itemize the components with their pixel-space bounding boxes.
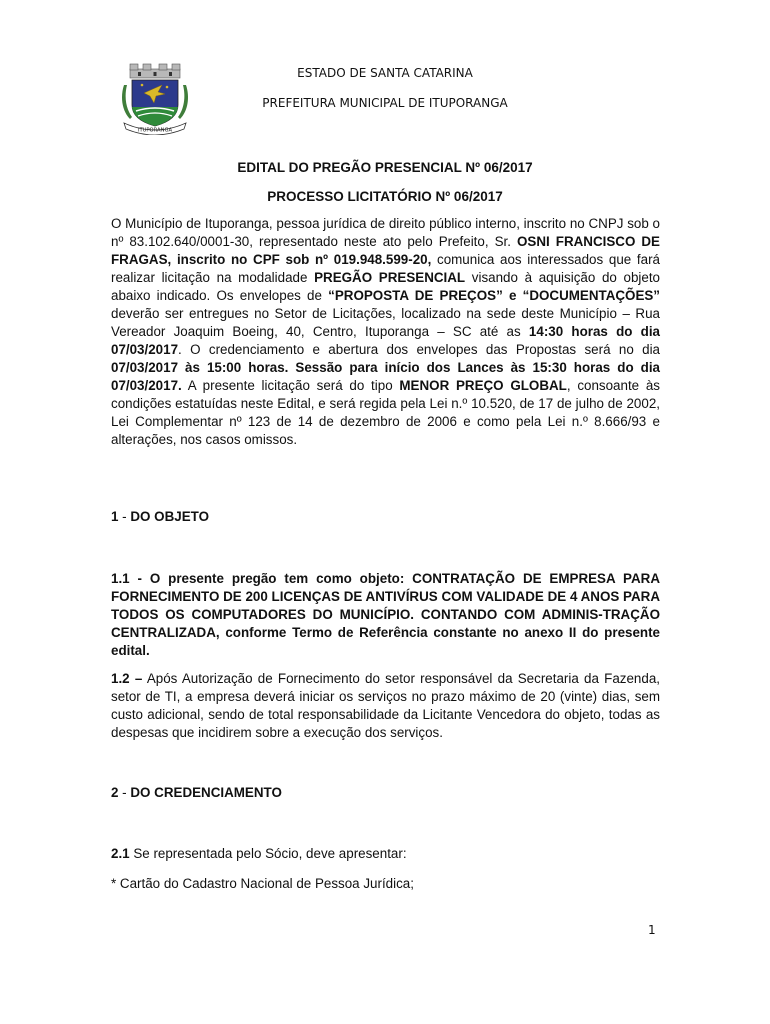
- section-number: 2: [111, 785, 119, 800]
- clause-label: 2.1: [111, 846, 130, 861]
- section-dash: -: [118, 509, 131, 524]
- processo-title: PROCESSO LICITATÓRIO Nº 06/2017: [267, 189, 503, 204]
- section-number: 1: [111, 509, 119, 524]
- intro-text: comunica aos interessados que fará realizar licitação na modalidade: [111, 252, 660, 285]
- intro-bold: MENOR PREÇO GLOBAL: [399, 378, 567, 393]
- page-number: 1: [648, 923, 656, 937]
- section-title: DO OBJETO: [130, 509, 209, 524]
- intro-text: , consoante às condições estatuídas neste Edital, e será regida pela Lei n.º 10.520, de 17 de julho de 2002, Lei Complementar nº 123 de 14 de dezembro de 2006 e como pela Lei n.º 8.666/93 e alterações, nos casos omissos.: [111, 378, 660, 447]
- clause-label: 1.2 –: [111, 671, 143, 686]
- intro-text: . O credenciamento e abertura dos envelopes das Propostas será no dia: [178, 342, 660, 357]
- bullet-item: * Cartão do Cadastro Nacional de Pessoa Jurídica;: [111, 876, 414, 891]
- edital-title: EDITAL DO PREGÃO PRESENCIAL Nº 06/2017: [237, 160, 533, 175]
- prefecture-heading: PREFEITURA MUNICIPAL DE ITUPORANGA: [262, 96, 508, 110]
- intro-bold: “PROPOSTA DE PREÇOS” e “DOCUMENTAÇÕES”: [328, 288, 661, 303]
- clause-2-1: [111, 845, 660, 863]
- crest-ribbon-text: ITUPORANGA: [137, 127, 173, 134]
- section-dash: -: [118, 785, 131, 800]
- section-2-heading: [111, 785, 282, 800]
- intro-bold: 07/03/2017 às 15:00 horas. Sessão para início dos Lances às 15:30 horas do dia 07/03/2017.: [111, 360, 660, 393]
- intro-bold: PREGÃO PRESENCIAL: [314, 270, 466, 285]
- clause-text: Após Autorização de Fornecimento do setor responsável da Secretaria da Fazenda, setor de TI, a empresa deverá iniciar os serviços no prazo máximo de 20 (vinte) dias, sem custo adicional, sendo de total responsabilidade da Licitante Vencedora do objeto, todas as despesas que incidirem sobre a execução dos serviços.: [111, 671, 660, 740]
- intro-text: visando à aquisição do objeto abaixo indicado. Os envelopes de: [111, 270, 661, 303]
- clause-1-2: [111, 670, 660, 742]
- clause-1-1: 1.1 - O presente pregão tem como objeto: CONTRATAÇÃO DE EMPRESA PARA FORNECIMENTO DE 200 LICENÇAS DE ANTIVÍRUS COM VALIDADE DE 4 ANOS PARA TODOS OS COMPUTADORES DO MUNICÍPIO. CONTANDO COM ADMINIS-TRAÇÃO CENTRALIZADA, conforme Termo de Referência constante no anexo II do presente edital.: [111, 571, 660, 658]
- intro-bold: 14:30 horas do dia 07/03/2017: [111, 324, 660, 357]
- intro-bold: OSNI FRANCISCO DE FRAGAS, inscrito no CPF sob nº 019.948.599-20,: [111, 234, 660, 267]
- intro-text: deverão ser entregues no Setor de Licitações, localizado na sede deste Município – Rua Vereador Joaquim Boeing, 40, Centro, Ituporanga – SC até as: [111, 306, 660, 339]
- clause-text: Se representada pelo Sócio, deve apresentar:: [129, 846, 407, 861]
- intro-text: O Município de Ituporanga, pessoa jurídica de direito público interno, inscrito no CNPJ sob o nº 83.102.640/0001-30, representado neste ato pelo Prefeito, Sr.: [111, 216, 660, 249]
- intro-text: A presente licitação será do tipo: [181, 378, 400, 393]
- intro-paragraph: [111, 215, 660, 449]
- section-1-heading: [111, 509, 209, 524]
- state-heading: ESTADO DE SANTA CATARINA: [297, 66, 473, 80]
- section-title: DO CREDENCIAMENTO: [130, 785, 282, 800]
